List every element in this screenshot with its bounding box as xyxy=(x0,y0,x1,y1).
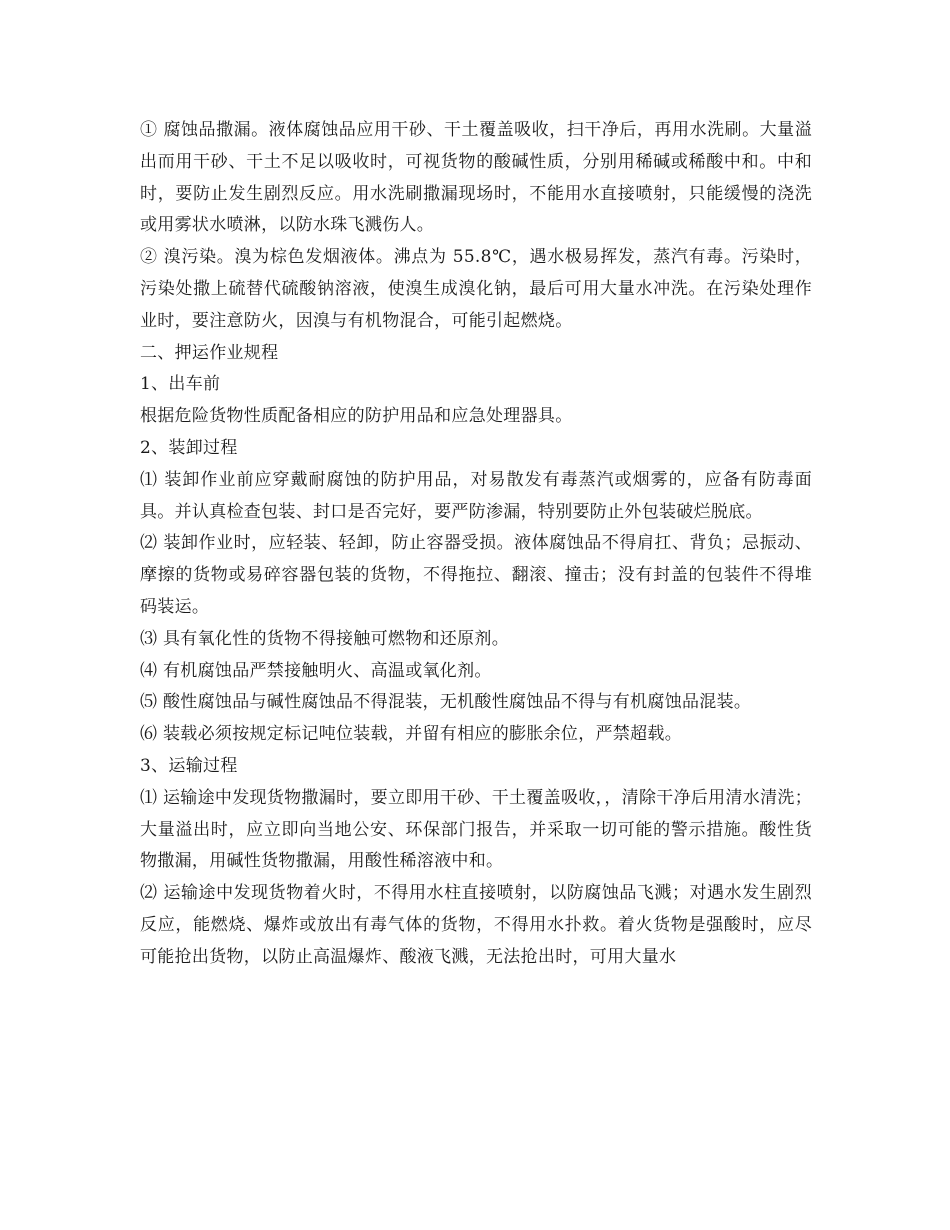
subheading-loading-unloading: 2、装卸过程 xyxy=(140,437,238,458)
list-item-loading-5: ⑸ 酸性腐蚀品与碱性腐蚀品不得混装，无机酸性腐蚀品不得与有机腐蚀品混装。 xyxy=(140,692,752,713)
list-item-loading-2: ⑵ 装卸作业时，应轻装、轻卸，防止容器受损。液体腐蚀品不得肩扛、背负；忌振动、摩擦的货物或易碎容器包装的货物，不得拖拉、翻滚、撞击；没有封盖的包装件不得堆码装运。 xyxy=(140,533,812,617)
paragraph-bromine-pollution: ② 溴污染。溴为棕色发烟液体。沸点为 55.8℃，遇水极易挥发，蒸汽有毒。污染时，污染处撒上硫替代硫酸钠溶液，使溴生成溴化钠，最后可用大量水冲洗。在污染处理作业时，要注意防火，因溴与有机物混合，可能引起燃烧。 xyxy=(140,247,812,331)
subheading-transport-process: 3、运输过程 xyxy=(140,755,238,776)
list-item-transport-1: ⑴ 运输途中发现货物撒漏时，要立即用干砂、干土覆盖吸收，，清除干净后用清水清洗；大量溢出时，应立即向当地公安、环保部门报告，并采取一切可能的警示措施。酸性货物撒漏，用碱性货物撒漏，用酸性稀溶液中和。 xyxy=(140,787,812,872)
subheading-before-departure: 1、出车前 xyxy=(140,374,221,395)
list-item-loading-3: ⑶ 具有氧化性的货物不得接触可燃物和还原剂。 xyxy=(140,628,510,649)
list-item-loading-4: ⑷ 有机腐蚀品严禁接触明火、高温或氧化剂。 xyxy=(140,660,492,681)
list-item-loading-6: ⑹ 装载必须按规定标记吨位装载，并留有相应的膨胀余位，严禁超载。 xyxy=(140,724,683,745)
document-body xyxy=(140,115,812,974)
paragraph-spill-handling: ① 腐蚀品撒漏。液体腐蚀品应用干砂、干土覆盖吸收，扫干净后，再用水洗刷。大量溢出而用干砂、干土不足以吸收时，可视货物的酸碱性质，分别用稀碱或稀酸中和。中和时，要防止发生剧烈反应。用水洗刷撒漏现场时，不能用水直接喷射，只能缓慢的浇洗或用雾状水喷淋，以防水珠飞溅伤人。 xyxy=(140,120,812,236)
section-heading-escort-rules: 二、押运作业规程 xyxy=(140,342,279,363)
list-item-transport-2: ⑵ 运输途中发现货物着火时，不得用水柱直接喷射，以防腐蚀品飞溅；对遇水发生剧烈反应，能燃烧、爆炸或放出有毒气体的货物，不得用水扑救。着火货物是强酸时，应尽可能抢出货物，以防止高温爆炸、酸液飞溅，无法抢出时，可用大量水 xyxy=(140,883,812,967)
list-item-loading-1: ⑴ 装卸作业前应穿戴耐腐蚀的防护用品，对易散发有毒蒸汽或烟雾的，应备有防毒面具。并认真检查包装、封口是否完好，要严防渗漏，特别要防止外包装破烂脱底。 xyxy=(140,469,812,522)
paragraph-protective-equipment: 根据危险货物性质配备相应的防护用品和应急处理器具。 xyxy=(140,406,573,427)
